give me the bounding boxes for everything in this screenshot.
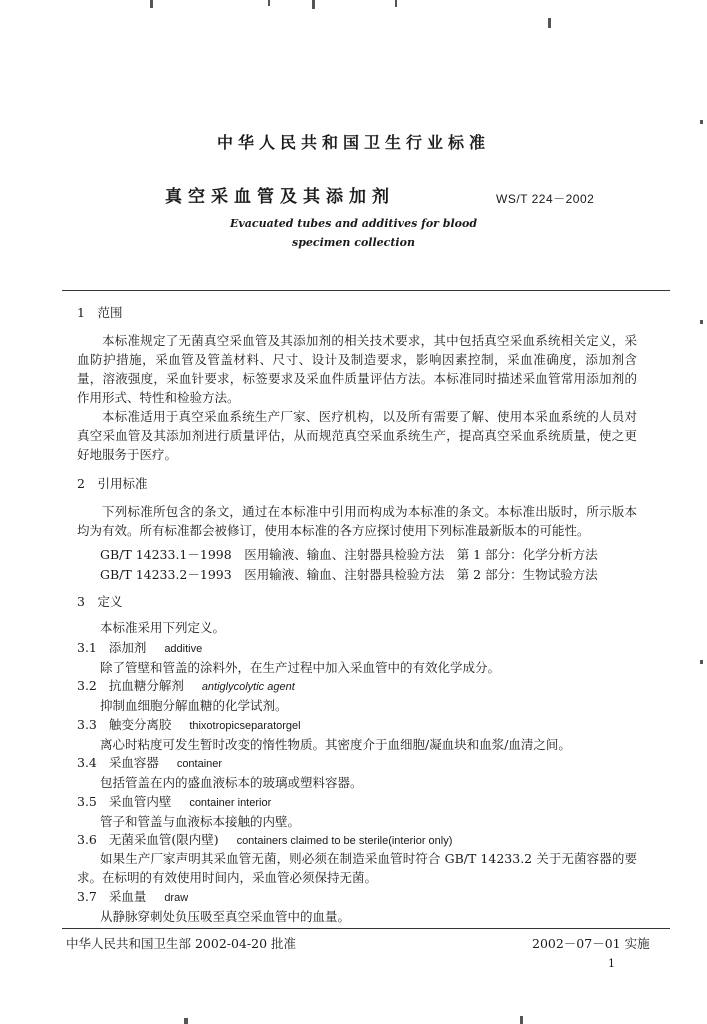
term-en: container [176,758,223,770]
definition-text: 从静脉穿刺处负压吸至真空采血管中的血量。 [100,909,351,924]
definition-text: 抑制血细胞分解血糖的化学试剂。 [100,698,288,713]
section1-para2: 本标准适用于真空采血系统生产厂家、医疗机构，以及所有需要了解、使用本采血系统的人员对真空采血管及其添加剂进行质量评估，从而规范真空采血系统生产，提高真空采血系统质量，使之更好地服务于医疗。 [77,409,637,462]
scan-edge-mark [700,120,703,124]
definition-number: 3.3 [77,717,97,732]
section1-heading: 1 范围 [77,305,123,320]
definition-number: 3.6 [77,832,97,847]
term-en: thixotropicseparatorgel [189,720,301,732]
definition-term [77,638,202,656]
definition-number: 3.7 [77,889,97,904]
term-cn: 抗血糖分解剂 [108,678,184,693]
definition-term [77,753,222,771]
header-rule [62,290,670,291]
definition-text: 包括管盖在内的盛血液标本的玻璃或塑料容器。 [100,775,363,790]
definition-text: 离心时粘度可发生暂时改变的惰性物质。其密度介于血细胞/凝血块和血浆/血清之间。 [100,737,571,752]
scan-edge-mark [395,0,397,7]
definition-number: 3.5 [77,794,97,809]
term-en: draw [164,892,189,904]
standard-title: 真空采血管及其添加剂 [165,187,395,207]
term-en: containers claimed to be sterile(interior only) [236,835,453,847]
scan-edge-mark [268,0,270,6]
term-cn: 采血管内壁 [108,794,172,809]
definition-term [77,830,452,848]
definition-term [77,887,188,905]
term-cn: 触变分离胶 [108,717,172,732]
section2-para: 下列标准所包含的条文，通过在本标准中引用而构成为本标准的条文。本标准出版时，所示版本均为有效。所有标准都会被修订，使用本标准的各方应探讨使用下列标准最新版本的可能性。 [77,504,637,538]
term-cn: 无菌采血管(限内壁) [108,832,219,847]
term-en: antiglycolytic agent [201,681,295,693]
section3-heading: 3 定义 [77,594,123,609]
scan-edge-mark [184,1018,188,1024]
term-cn: 采血容器 [108,755,159,770]
page-number: 1 [608,957,615,970]
scan-edge-mark [700,320,703,324]
section2-heading: 2 引用标准 [77,476,148,491]
section1-para1: 本标准规定了无菌真空采血管及其添加剂的相关技术要求，其中包括真空采血系统相关定义，采血防护措施，采血管及管盖材料、尺寸、设计及制造要求，影响因素控制，采血准确度，添加剂含量，溶液强度，采血针要求，标签要求及采血件质量评估方法。本标准同时描述采血管常用添加剂的作用形式、特性和检验方法。 [77,333,637,405]
term-cn: 添加剂 [108,640,147,655]
definition-text: 如果生产厂家声明其采血管无菌，则必须在制造采血管时符合 GB/T 14233.2 关于无菌容器的要求。在标明的有效使用时间内，采血管必须保持无菌。 [77,851,637,885]
definition-term [77,715,301,733]
approval-statement: 中华人民共和国卫生部 2002-04-20 批准 [66,936,297,951]
english-title-line2: specimen collection [292,236,415,249]
definition-number: 3.2 [77,678,97,693]
english-title-line1: Evacuated tubes and additives for blood [229,217,478,230]
term-en: container interior [189,797,272,809]
definition-text: 除了管壁和管盖的涂料外，在生产过程中加入采血管中的有效化学成分。 [100,660,501,675]
definition-term [77,676,295,694]
reference-item: GB/T 14233.1－1998 医用输液、输血、注射器具检验方法 第 1 部分：化学分析方法 [100,547,598,562]
term-en: additive [164,643,203,655]
standard-code: WS/T 224－2002 [496,192,595,206]
definition-term [77,792,271,810]
section3-intro: 本标准采用下列定义。 [100,620,226,635]
publisher-title: 中华人民共和国卫生行业标准 [216,133,490,152]
definition-number: 3.1 [77,640,97,655]
scan-edge-mark [548,18,551,28]
footer-rule [62,928,670,929]
scan-edge-mark [312,0,315,9]
implementation-date: 2002－07－01 实施 [532,936,650,951]
term-cn: 采血量 [108,889,147,904]
scan-edge-mark [150,0,153,8]
scan-edge-mark [700,660,703,664]
scan-edge-mark [520,1016,523,1024]
reference-item: GB/T 14233.2－1993 医用输液、输血、注射器具检验方法 第 2 部分：生物试验方法 [100,567,598,582]
definition-text: 管子和管盖与血液标本接触的内壁。 [100,814,301,829]
definition-number: 3.4 [77,755,97,770]
